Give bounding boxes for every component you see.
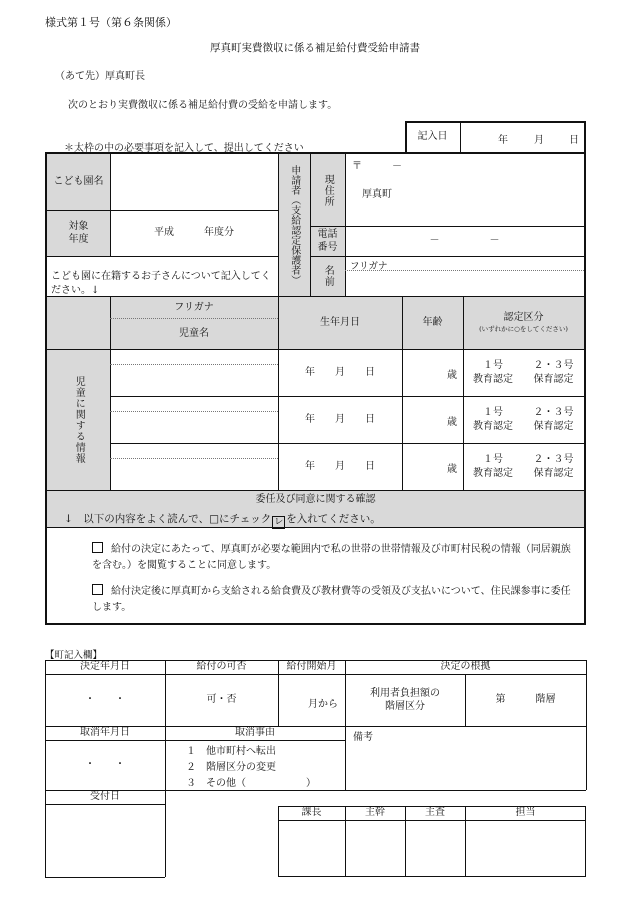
phone-label: 電話番号 [317,228,338,253]
cert-option-2[interactable]: ２・３号 保育認定 [533,407,574,432]
cancel-reason-3[interactable]: ３ その他（ ） [186,778,316,789]
address-town[interactable]: 厚真町 [362,189,392,200]
cancel-date-header: 取消年月日 [80,727,130,739]
start-month-header: 給付開始月 [286,661,337,673]
consent-item-2-text: 給付決定後に厚真町から支給される給食費及び教材費等の受領及び支払いについて、住民課参事に委任します。 [92,586,571,613]
consent-item-1 [92,542,578,573]
cert-option-1[interactable]: １号 教育認定 [473,360,513,385]
child-name-header: 児童名 [179,327,209,339]
child-dob-field[interactable]: 年 月 日 [305,460,375,472]
consent-checkbox-2[interactable] [92,584,103,595]
cert-option-1[interactable]: １号 教育認定 [473,454,513,479]
cert-option-2[interactable]: ２・３号 保育認定 [533,360,574,385]
addressee: （あて先）厚真町長 [55,71,145,82]
child-age-unit[interactable]: 歳 [447,464,457,475]
start-month-field[interactable]: 月から [308,699,338,710]
cert-header-note: (いずれかに○をしてください) [479,324,568,333]
remarks-field[interactable] [346,742,585,789]
child-dob-field[interactable]: 年 月 日 [305,413,375,425]
stamp-header-manager: 主幹 [365,807,385,819]
received-date-header: 受付日 [90,791,120,803]
stamp-header-staff: 担当 [515,807,536,819]
age-header: 年齢 [422,316,443,328]
cert-header-title: 認定区分 [503,312,544,324]
cert-option-2[interactable]: ２・３号 保育認定 [533,454,574,479]
applicant-label: 申請者（支給認定保護者） [288,165,300,285]
tier-field[interactable]: 第 階層 [495,694,556,706]
child-dob-field[interactable]: 年 月 日 [305,366,375,378]
facility-label: こども園名 [53,176,104,188]
approval-header: 給付の可否 [196,661,247,673]
child-note: こども園に在籍するお子さんについて記入してください。↓ [51,271,271,296]
consent-checkbox-1[interactable] [92,542,103,553]
entry-date-year[interactable]: 年 [498,135,508,146]
form-title: 厚真町実費徴収に係る補足給付費受給申請書 [210,42,420,54]
consent-title: 委任及び同意に関する確認 [255,494,376,506]
postal-code-field[interactable]: 〒 － [352,161,402,172]
checkmark-icon: レ [274,517,284,527]
consent-instruction-text-end: を入れてください。 [286,513,381,525]
stamp-header-supervisor: 主査 [425,807,445,819]
applicant-name-field[interactable] [346,271,583,295]
remarks-label: 備考 [353,732,373,743]
phone-field[interactable]: － － [429,235,500,247]
cancel-date-field[interactable]: ・ ・ [85,759,125,771]
cancel-reason-header: 取消事由 [235,727,275,739]
approval-field[interactable]: 可・否 [206,694,237,706]
name-label: 名前 [322,265,334,287]
burden-class-label: 利用者負担額の 階層区分 [370,687,440,712]
consent-item-1-text: 給付の決定にあたって、厚真町が必要な範囲内で私の世帯の世帯情報及び市町村民税の情報（同居親族を含む。）を閲覧することに同意します。 [92,544,571,571]
consent-instruction-text: ↓ 以下の内容をよく読んで、□にチェック [64,513,272,525]
facility-name-field[interactable] [111,155,277,209]
child-furigana-header: フリガナ [174,302,214,314]
office-use-title: 【町記入欄】 [45,650,103,661]
applicant-furigana-label: フリガナ [350,261,388,272]
decision-date-field[interactable]: ・ ・ [85,694,125,706]
children-section-label: 児童に関する情報 [73,375,85,464]
entry-date-day[interactable]: 日 [569,135,579,146]
target-year-label: 対象 年度 [68,220,89,245]
received-date-field[interactable] [46,805,164,876]
dob-header: 生年月日 [320,316,360,328]
form-number: 様式第１号（第６条関係） [45,16,177,29]
intro-text: 次のとおり実費徴収に係る補足給付費の受給を申請します。 [68,100,338,111]
target-year-field[interactable]: 平成 年度分 [154,227,234,239]
fill-instruction: ＊太枠の中の必要事項を記入して、提出してください [64,143,304,154]
cert-option-1[interactable]: １号 教育認定 [473,407,513,432]
entry-date-month[interactable]: 月 [534,135,544,146]
stamp-header-chief: 課長 [301,807,322,819]
cancel-reason-2[interactable]: ２ 階層区分の変更 [186,762,276,773]
child-age-unit[interactable]: 歳 [447,370,457,381]
consent-item-2 [92,584,578,615]
address-label: 現住所 [322,173,334,207]
cert-header [463,298,584,347]
entry-date-label: 記入日 [417,131,448,143]
decision-basis-header: 決定の根拠 [440,661,491,673]
cancel-reason-1[interactable]: １ 他市町村へ転出 [186,746,276,757]
decision-date-header: 決定年月日 [80,661,130,673]
child-age-unit[interactable]: 歳 [447,417,457,428]
